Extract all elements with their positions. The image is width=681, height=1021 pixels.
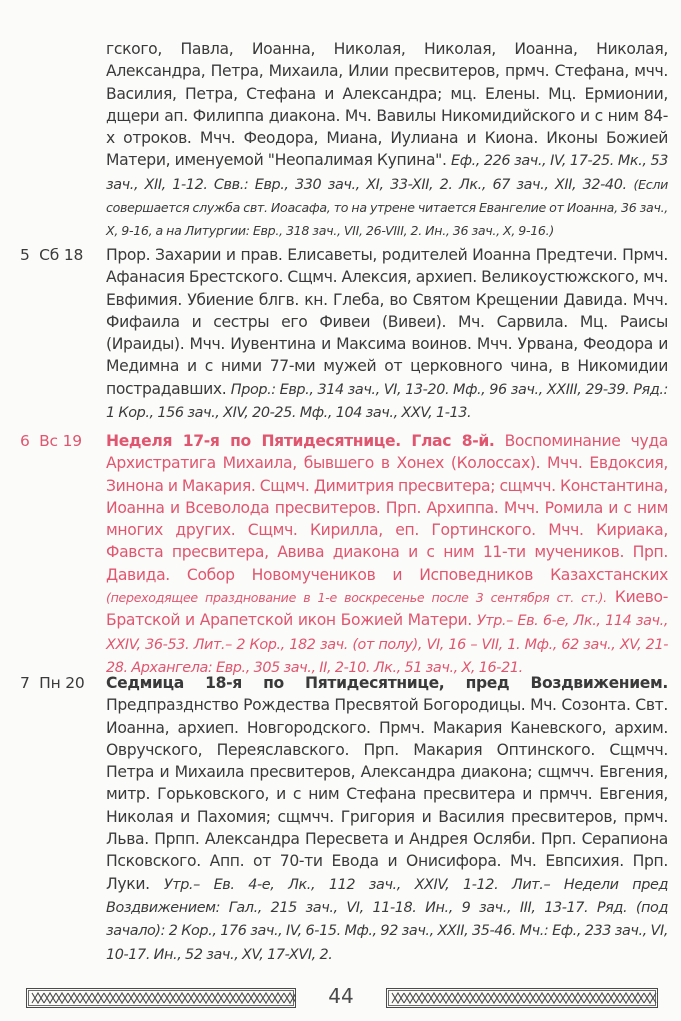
- entry-date: 6 Вс 19: [20, 432, 82, 450]
- page-footer: [26, 984, 658, 1010]
- entry-text: гского, Павла, Иоанна, Николая, Николая, Иоанна, Николая, Александра, Петра, Михаила, Илии пресвитеров, прмч. Стефана, мчч. Василия, Петра, Стефана и Александра; мц. Елены. Мц. Ермионии, дщери ап. Филиппа диакона. Мч. Вавилы Никомидийского и с ним 84-х отроков. Мчч. Феодора, Миана, Иулиана и Киона. Иконы Божией Матери, именуемой "Неопалимая Купина". Еф., 226 зач., IV, 17-25. Мк., 53 зач., XII, 1-12. Свв.: Евр., 330 зач., XI, 33-XII, 2. Лк., 67 зач., XII, 32-40. (Если совершается служба свт. Иоасафа, то на утрене читается Евангелие от Иоанна, 36 зач., X, 9-16, а на Литургии: Евр., 318 зач., VII, 26-VIII, 2. Ин., 36 зач., X, 9-16.): [106, 40, 668, 239]
- ornament-border-left: [26, 988, 296, 1008]
- ornament-border-right: [386, 988, 658, 1008]
- entry-text: Неделя 17-я по Пятидесятнице. Глас 8-й. Воспоминание чуда Архистратига Михаила, бывшего в Хонех (Колоссах). Мчч. Евдоксия, Зинона и Макария. Сщмч. Димитрия пресвитера; сщмчч. Константина, Иоанна и Всеволода пресвитеров. Прп. Архиппа. Мчч. Ромила и с ним многих других. Сщмч. Кирилла, еп. Гортинского. Мчч. Кириака, Фавста пресвитера, Авива диакона и с ним 11-ти мучеников. Прп. Давида. Собор Новомучеников и Исповедников Казахстанских (переходящее празднование в 1-е воскресенье после 3 сентября ст. ст.). Киево-Братской и Арапетской икон Божией Матери. Утр.– Ев. 6-е, Лк., 114 зач., XXIV, 36-53. Лит.– 2 Кор., 182 зач. (от полу), VI, 16 – VII, 1. Мф., 62 зач., XV, 21-28. Архангела: Евр., 305 зач., II, 2-10. Лк., 51 зач., X, 16-21.: [106, 432, 668, 676]
- entry-date: 7 Пн 20: [20, 674, 85, 692]
- entry-text: Прор. Захарии и прав. Елисаветы, родителей Иоанна Предтечи. Прмч. Афанасия Брестского. Сщмч. Алексия, архиеп. Великоустюжского, мч. Евфимия. Убиение блгв. кн. Глеба, во Святом Крещении Давида. Мчч. Фифаила и сестры его Фивеи (Вивеи). Мч. Сарвила. Мц. Раисы (Ираиды). Мчч. Иувентина и Максима воинов. Мчч. Урвана, Феодора и Медимна и с ними 77-ми мужей от церковного чина, в Никомидии пострадавших. Прор.: Евр., 314 зач., VI, 13-20. Мф., 96 зач., XXIII, 29-39. Ряд.: 1 Кор., 156 зач., XIV, 20-25. Мф., 104 зач., XXV, 1-13.: [106, 246, 668, 422]
- entry-date: 5 Сб 18: [20, 246, 84, 264]
- page-number: 44: [328, 984, 354, 1008]
- entry-text: Седмица 18-я по Пятидесятнице, пред Воздвижением. Предпразднство Рождества Пресвятой Богородицы. Мч. Созонта. Свт. Иоанна, архиеп. Новгородского. Прмч. Макария Каневского, архим. Овручского, Переяславского. Прп. Макария Оптинского. Сщмчч. Петра и Михаила пресвитеров, Александра диакона; сщмчч. Евгения, митр. Горьковского, и с ним Стефана пресвитера и прмчч. Евгения, Николая и Пахомия; сщмчч. Григория и Василия пресвитеров, прмч. Льва. Прпп. Александра Пересвета и Андрея Осляби. Прп. Серапиона Псковского. Апп. от 70-ти Евода и Онисифора. Мч. Евпсихия. Прп. Луки. Утр.– Ев. 4-е, Лк., 112 зач., XXIV, 1-12. Лит.– Недели пред Воздвижением: Гал., 215 зач., VI, 11-18. Ин., 9 зач., III, 13-17. Ряд. (под зачало): 2 Кор., 176 зач., IV, 6-15. Мф., 92 зач., XXII, 35-46. Мч.: Еф., 233 зач., VI, 10-17. Ин., 52 зач., XV, 17-XVI, 2.: [106, 674, 668, 963]
